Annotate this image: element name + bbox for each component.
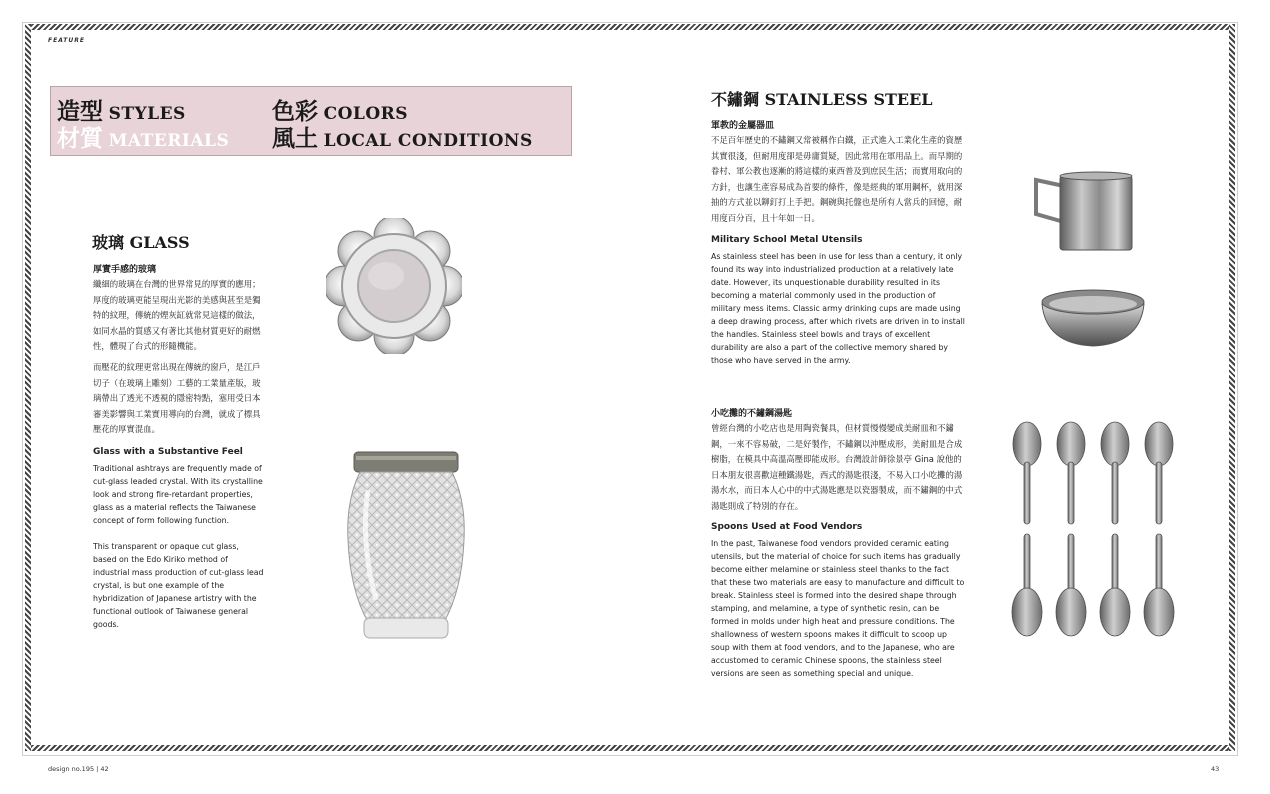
glass-para1-zh: 纖細的玻璃在台灣的世界常見的厚實的應用；厚度的玻璃更能呈現出光影的美感與甚至是獨特的紋理，傳統的煙灰缸就常見這樣的做法，如同水晶的質感又有著比其他材質更好的耐燃性，體現了台式的形隨機能。 [93, 279, 261, 352]
glass-subhead-en: Glass with a Substantive Feel [93, 447, 243, 457]
top-rope-border [26, 24, 1234, 30]
section-label: FEATURE [48, 37, 85, 44]
steel-para1-en: As stainless steel has been in use for less than a century, it only found its way into industrialized production at a relatively late date. However, its unquestionable durability resulted in its becoming a material commonly used in the production of military mess items. Classic army drinking cups are made using a deep drawing process, after which rivets are driven in to install the handles. Stainless steel bowls and trays of excellent durability are also a part of the collective memory shared by those who have served in the army. [711, 252, 965, 365]
title-local-en: LOCAL CONDITIONS [323, 131, 533, 151]
steel-para2-en: In the past, Taiwanese food vendors provided ceramic eating utensils, but the material of choice for such items has gradually become either melamine or stainless steel thanks to the fact that these two materials are easy to manufacture and difficult to break. Stainless steel is formed into the desired shape through stamping, and melamine, a type of synthetic resin, can be formed in molds under high heat and pressure conditions. The shallowness of western spoons makes it difficult to scoop up soup with them at food vendors, and to the Japanese, who are accustomed to ceramic Chinese spoons, the stainless steel versions are seen as something special and unique. [711, 539, 965, 678]
steel-cup-image [1030, 170, 1136, 254]
steel-subhead1-en: Military School Metal Utensils [711, 235, 863, 245]
left-rope-border [25, 24, 31, 751]
steel-subhead2-zh: 小吃攤的不鏽鋼湯匙 [711, 409, 793, 419]
glass-subhead-zh: 厚實手感的玻璃 [93, 265, 157, 275]
steel-spoons-image [1005, 420, 1185, 642]
footer-left-folio: design no.195 | 42 [48, 765, 109, 773]
glass-heading: 玻璃 GLASS [92, 233, 190, 252]
glass-jar-image [342, 450, 470, 642]
title-colors-en: COLORS [323, 104, 409, 124]
title-box [50, 86, 572, 156]
steel-subhead1-zh: 軍教的金屬器皿 [711, 121, 775, 131]
bottom-rope-border [26, 745, 1234, 751]
title-local-cjk: 風土 [272, 125, 318, 152]
glass-para1-en: Traditional ashtrays are frequently made of cut-glass leaded crystal. With its crystalline look and strong fire-retardant properties, glass as a material reflects the Taiwanese concept of form following function. [93, 464, 263, 525]
glass-ashtray-image [326, 218, 462, 354]
right-rope-border [1229, 24, 1235, 751]
title-styles-cjk: 造型 [57, 98, 103, 125]
steel-bowl-image [1038, 286, 1148, 350]
steel-subhead2-en: Spoons Used at Food Vendors [711, 522, 863, 532]
glass-para2-en: This transparent or opaque cut glass, based on the Edo Kiriko method of industrial mass production of cut-glass lead crystal, is but one example of the hybridization of Japanese artistry with the functional outlook of Taiwanese general goods. [93, 542, 264, 629]
footer-right-folio: 43 [1211, 765, 1220, 773]
steel-para2-zh: 曾經台灣的小吃店也是用陶瓷餐具，但材質慢慢變成美耐皿和不鏽鋼，一來不容易破，二是好製作，不鏽鋼以沖壓成形，美耐皿是合成樹脂，在模具中高溫高壓即能成形。台灣設計師徐景亭 Gina 說他的日本朋友很喜歡這種鐵湯匙，西式的湯匙很淺，不易入口小吃攤的湯湯水水，而日本人心中的中式湯匙應是以瓷器製成，而不鏽鋼的中式湯匙則成了特別的存在。 [711, 423, 963, 511]
title-local [272, 120, 533, 153]
title-materials-en: MATERIALS [108, 131, 230, 151]
glass-para2-zh: 而壓花的紋理更常出現在傳統的窗戶，是江戶切子（在玻璃上雕刻）工藝的工業量產版，玻璃帶出了透光不透視的隱密特點，塞用受日本審美影響與工業實用導向的台灣，就成了標具壓花的厚實混血。 [93, 362, 261, 435]
title-styles-en: STYLES [108, 104, 186, 124]
steel-heading: 不鏽鋼 STAINLESS STEEL [711, 90, 933, 109]
title-materials-cjk: 材質 [57, 125, 103, 152]
steel-para1-zh: 不足百年歷史的不鏽鋼又常被稱作白鐵，正式進入工業化生產的資歷其實很淺，但耐用度卻是毋庸質疑，因此常用在軍用品上。而早期的眷村、軍公教也逐漸的將這樣的東西普及到庶民生活；而實用取向的方針，也讓生產容易成為首要的條件，像是經典的軍用鋼杯，就用深抽的方式並以鉚釘打上手把。鋼碗與托盤也是所有人當兵的回憶，耐用度百分百，且十年如一日。 [711, 135, 963, 223]
title-colors-cjk: 色彩 [272, 98, 318, 125]
title-materials [57, 120, 229, 153]
